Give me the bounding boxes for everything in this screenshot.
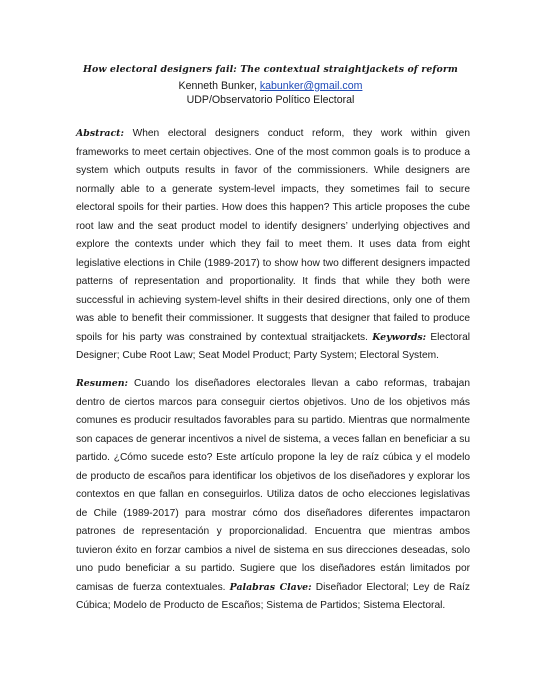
palabras-clave-label: Palabras Clave: [229, 581, 312, 593]
resumen-section [76, 375, 470, 616]
author-email-link[interactable]: kabunker@gmail.com [259, 80, 363, 92]
keywords-label: Keywords: [372, 331, 427, 343]
keywords-text: Electoral Designer; Cube Root Law; Seat Model Product; Party System; Electoral System. [76, 331, 470, 361]
author-name: Kenneth Bunker, [178, 80, 260, 92]
palabras-clave-text: Diseñador Electoral; Ley de Raíz Cúbica; Modelo de Producto de Escaños; Sistema de Partidos; Sistema Electoral. [76, 581, 470, 611]
abstract-text: When electoral designers conduct reform, they work within given frameworks to meet certain objectives. One of the most common goals is to produce a system which outputs results in favor of the commissioners. While designers are normally able to a generate system-level impacts, they sometimes fail to secure electoral spoils for their parties. How does this happen? This article proposes the cube root law and the seat product model to identify designers’ underlying objectives and explore the contexts under which they fail to meet them. It uses data from eight legislative elections in Chile (1989-2017) to show how two different designers impacted patterns of representation and proportionality. It finds that while they both were successful in achieving system-level shifts in their desired directions, only one of them was able to benefit their commissioner. It suggests that designer that failed to produce spoils for his party was constrained by contextual straitjackets. [76, 128, 470, 343]
resumen-text: Cuando los diseñadores electorales llevan a cabo reformas, trabajan dentro de ciertos marcos para conseguir ciertos objetivos. Uno de los objetivos más comunes es producir resultados favorables para su partido. Mientras que normalmente son capaces de generar incentivos a nivel de sistema, a veces fallan en beneficiar a su partido. ¿Cómo sucede esto? Este artículo propone la ley de raíz cúbica y el modelo de producto de escaños para identificar los objetivos de los diseñadores y explorar los contextos en que fallan en conseguirlos. Utiliza datos de ocho elecciones legislativas de Chile (1989-2017) para mostrar cómo dos diseñadores diferentes impactaron patrones de representación y proporcionalidad. Encuentra que mientras ambos tuvieron éxito en forzar cambios a nivel de sistema en sus direcciones deseadas, solo uno pudo beneficiar a su partido. Sugiere que los diseñadores están limitados por camisas de fuerza contextuales. [76, 378, 470, 593]
author-line [0, 80, 541, 93]
paper-title: How electoral designers fail: The contextual straightjackets of reform [83, 64, 458, 75]
resumen-label: Resumen: [76, 378, 129, 389]
abstract-label: Abstract: [76, 128, 124, 139]
abstract-section [76, 125, 470, 366]
author-affiliation: UDP/Observatorio Político Electoral [186, 94, 355, 106]
